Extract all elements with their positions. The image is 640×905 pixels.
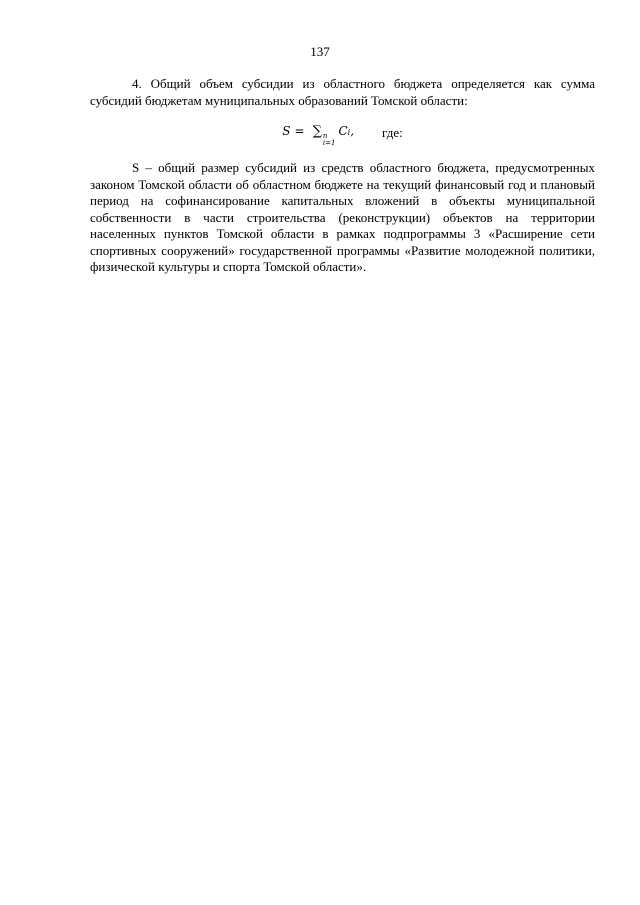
document-body [90,76,595,276]
formula-term-subscript: i [347,128,351,137]
formula-where-label: где: [382,125,403,141]
sum-lower-limit: i=1 [322,139,336,147]
sigma-symbol: ∑ [312,124,322,139]
formula-lhs: S [282,124,291,138]
formula-term: C [338,124,348,138]
page-number: 137 [310,44,330,59]
paragraph-subsidy-total: 4. Общий объем субсидии из областного бюджета определяется как сумма субсидий бюджетам муниципальных образований Томской области: [90,76,595,108]
sum-upper-limit: n [322,132,328,140]
formula-row [90,123,595,147]
paragraph-s-definition: S – общий размер субсидий из средств областного бюджета, предусмотренных законом Томской области об областном бюджете на текущий финансовый год и плановый период на софинансирование капитальных вложений в объекты муниципальной собственности в части строительства (реконструкции) объектов на территории населенных пунктов Томской области в рамках подпрограммы 3 «Расширение сети спортивных сооружений» государственной программы «Развитие молодежной политики, физической культуры и спорта Томской области». [90,160,595,274]
formula-equals: = [294,124,305,138]
formula-trailing-comma: , [350,124,355,138]
sum-limits [323,133,336,147]
sum-formula [282,123,355,147]
